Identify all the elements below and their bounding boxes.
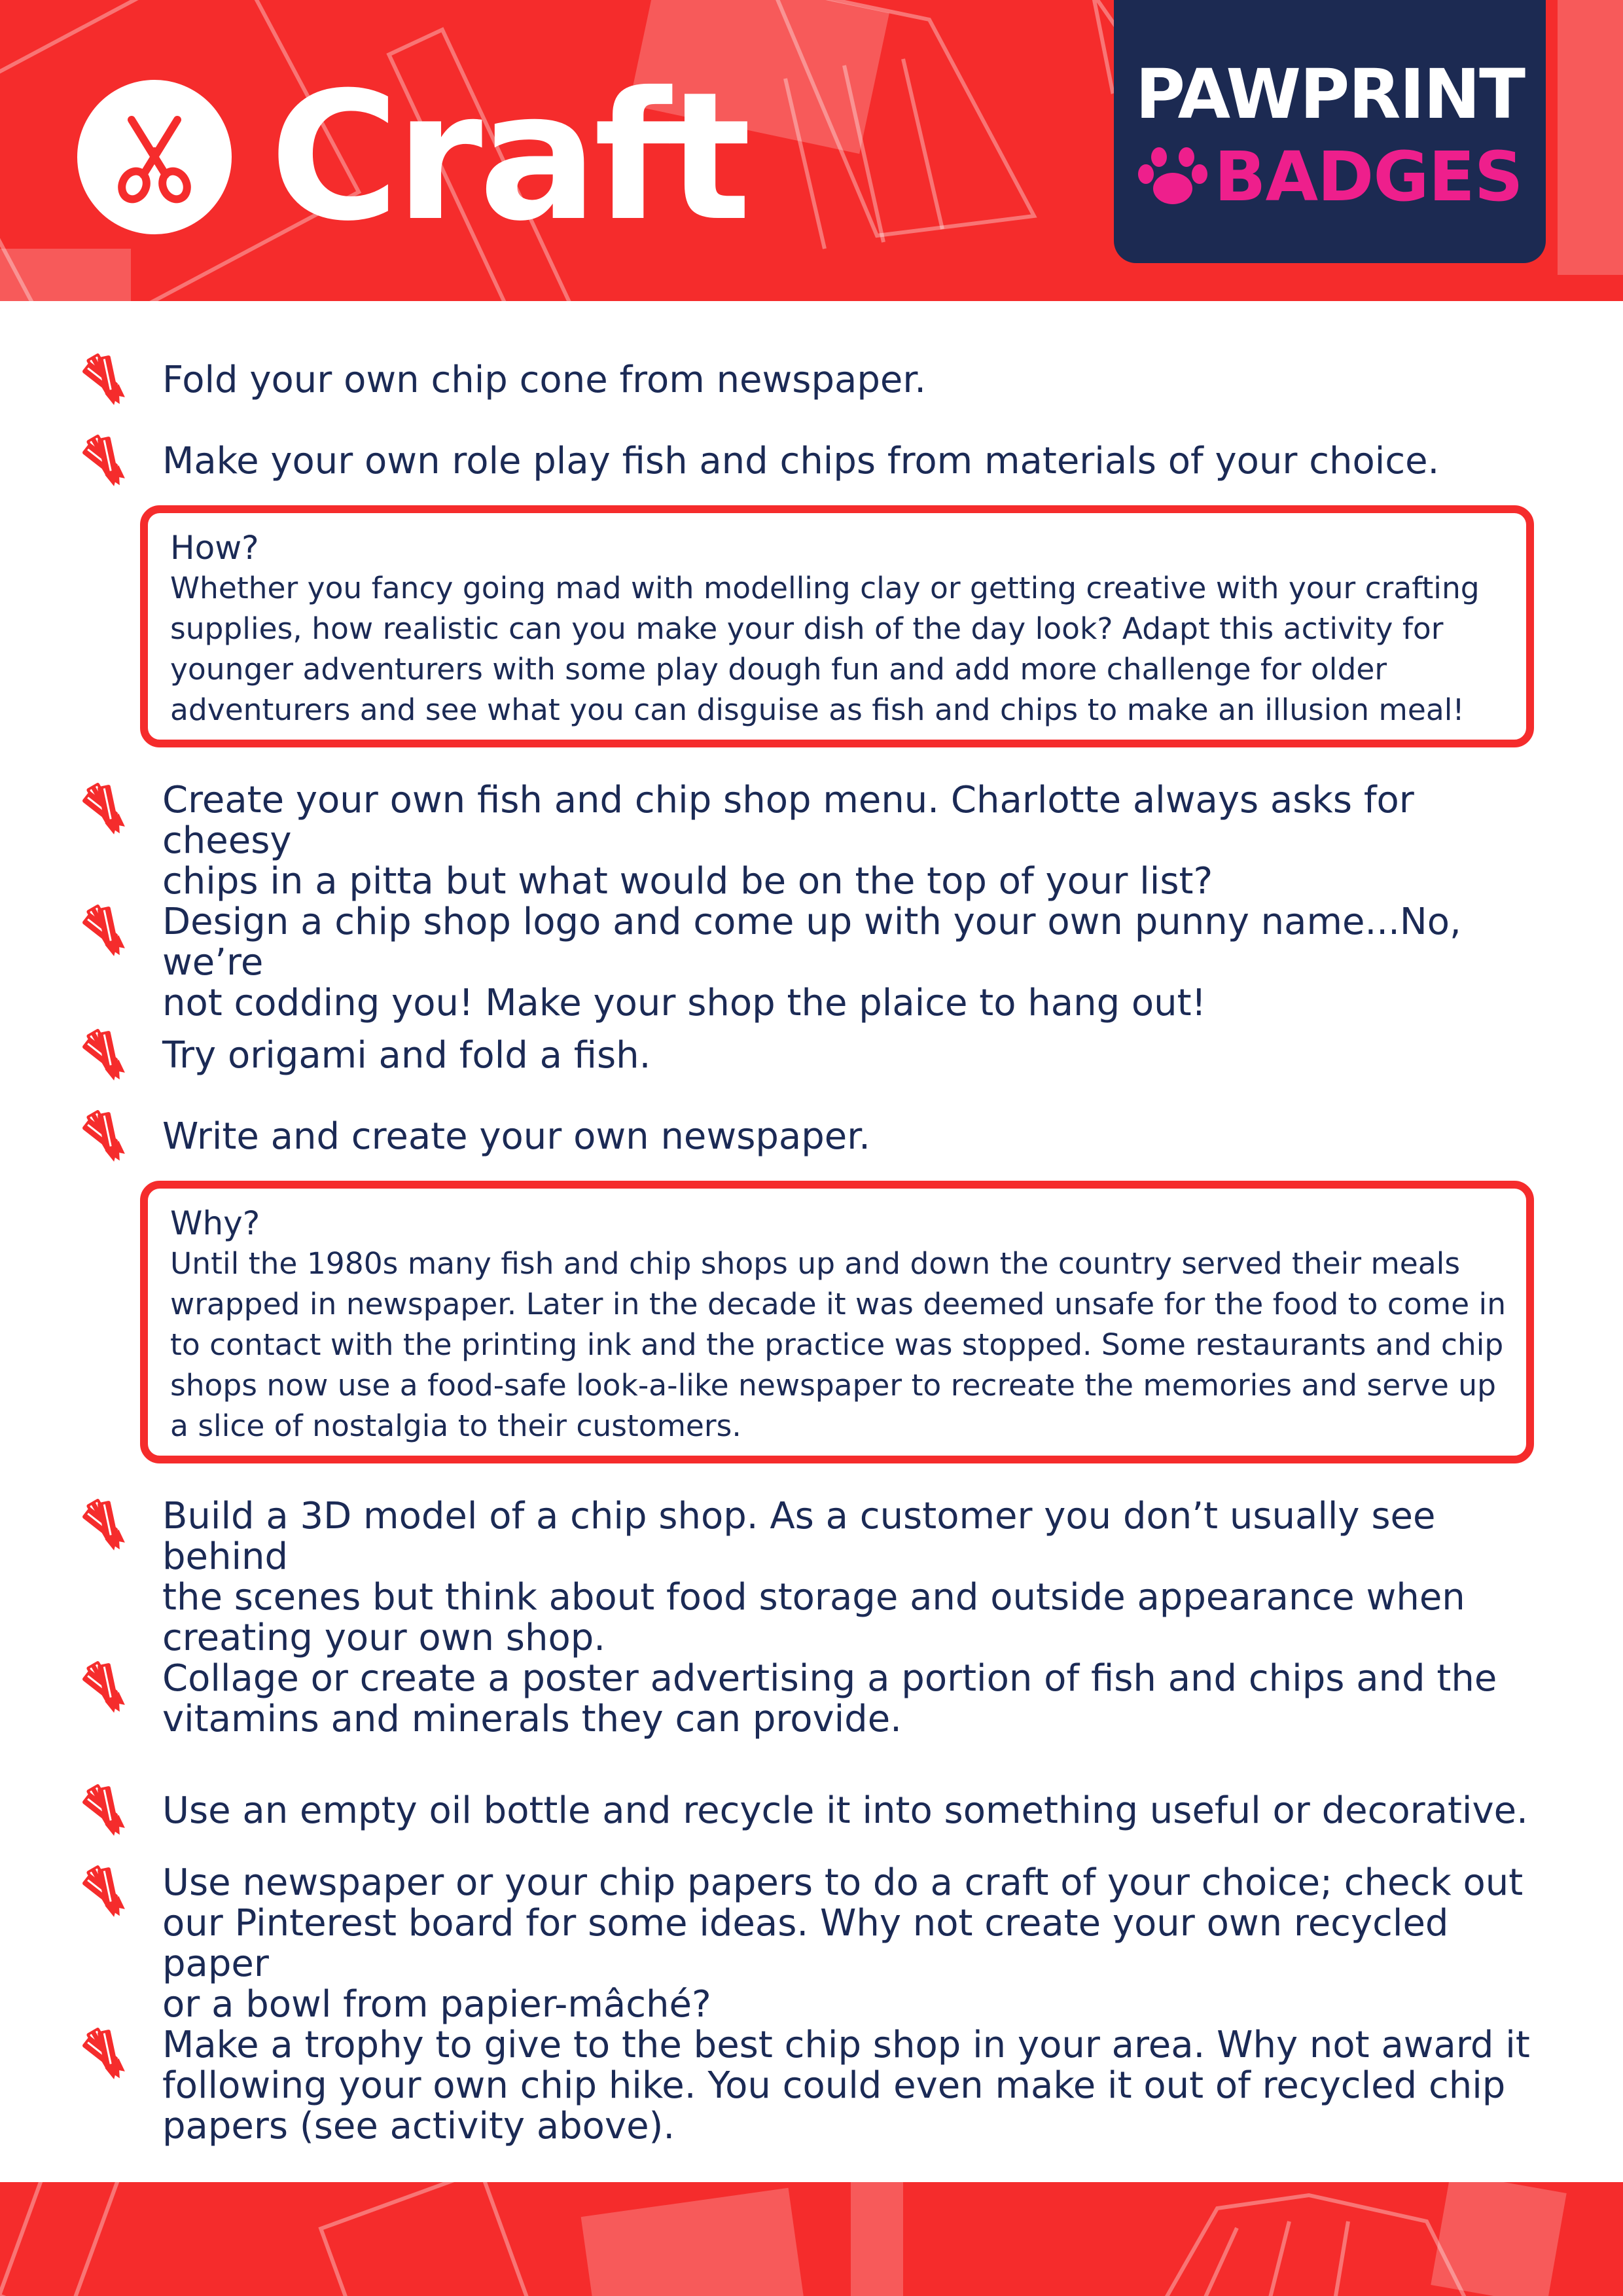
pencil-crayons-icon — [77, 898, 140, 961]
list-item-text: Write and create your own newspaper. — [162, 1115, 870, 1158]
list-item-text: Use an empty oil bottle and recycle it into something useful or decorative. — [162, 1789, 1528, 1832]
page-title: Craft — [270, 54, 748, 260]
list-item-text: Collage or create a poster advertising a portion of fish and chips and the vitamins and minerals they can provide. — [162, 1657, 1497, 1740]
list-item-text: Fold your own chip cone from newspaper. — [162, 359, 927, 401]
info-box-title: How? — [170, 529, 259, 567]
list-item-text: Create your own fish and chip shop menu. Charlotte always asks for cheesy chips in a pitta but what would be on the top of your list? — [162, 779, 1414, 903]
why-info-box — [140, 1181, 1534, 1463]
list-item-text: Use newspaper or your chip papers to do a craft of your choice; check out our Pinterest board for some ideas. Why not create your own recycled paper or a bowl from papier-mâché? — [162, 1861, 1524, 2026]
list-item-text: Try origami and fold a fish. — [162, 1034, 651, 1077]
info-box-title: Why? — [170, 1204, 260, 1242]
pencil-crayons-icon — [77, 1859, 140, 1922]
logo-wordmark-top: PAWPRINT — [1135, 54, 1525, 134]
pencil-crayons-icon — [77, 347, 140, 410]
footer-banner — [0, 2182, 1623, 2296]
how-info-box — [140, 505, 1534, 747]
pencil-crayons-icon — [77, 1655, 140, 1717]
pencil-crayons-icon — [77, 776, 140, 839]
pencil-crayons-icon — [77, 1103, 140, 1166]
paw-icon — [1137, 145, 1209, 208]
page-heading — [77, 54, 748, 260]
pencil-crayons-icon — [77, 428, 140, 491]
list-item-text: Design a chip shop logo and come up with your own punny name...No, we’re not codding you! Make your shop the plaice to hang out! — [162, 901, 1461, 1024]
info-box-body: Whether you fancy going mad with modelling clay or getting creative with your crafting supplies, how realistic can you make your dish of the day look? Adapt this activity for younger adventurers with some play dough fun and add more challenge for older adventurers and see what you can disguise as fish and chips to make an illusion meal! — [170, 571, 1480, 727]
list-item-text: Make a trophy to give to the best chip shop in your area. Why not award it following your own chip hike. You could even make it out of recycled chip papers (see activity above). — [162, 2024, 1530, 2147]
pencil-crayons-icon — [77, 1022, 140, 1085]
list-item-text: Make your own role play fish and chips from materials of your choice. — [162, 440, 1440, 482]
pencil-crayons-icon — [77, 1492, 140, 1555]
list-item-text: Build a 3D model of a chip shop. As a customer you don’t usually see behind the scenes but think about food storage and outside appearance when creating your own shop. — [162, 1495, 1465, 1659]
pencil-crayons-icon — [77, 2021, 140, 2084]
pencil-crayons-icon — [77, 1778, 140, 1840]
logo-wordmark-bottom: BADGES — [1214, 137, 1523, 217]
header-banner — [0, 0, 1623, 301]
scissors-icon — [77, 80, 232, 234]
info-box-body: Until the 1980s many fish and chip shops up and down the country served their meals wrapped in newspaper. Later in the decade it was deemed unsafe for the food to come in to contact with the printing ink and the practice was stopped. Some restaurants and chip shops now use a food-safe look-a-like newspaper to recreate the memories and serve up a slice of nostalgia to their customers. — [170, 1246, 1507, 1443]
footer-background-pattern — [0, 2182, 1623, 2296]
pawprint-badges-logo — [1114, 0, 1546, 263]
